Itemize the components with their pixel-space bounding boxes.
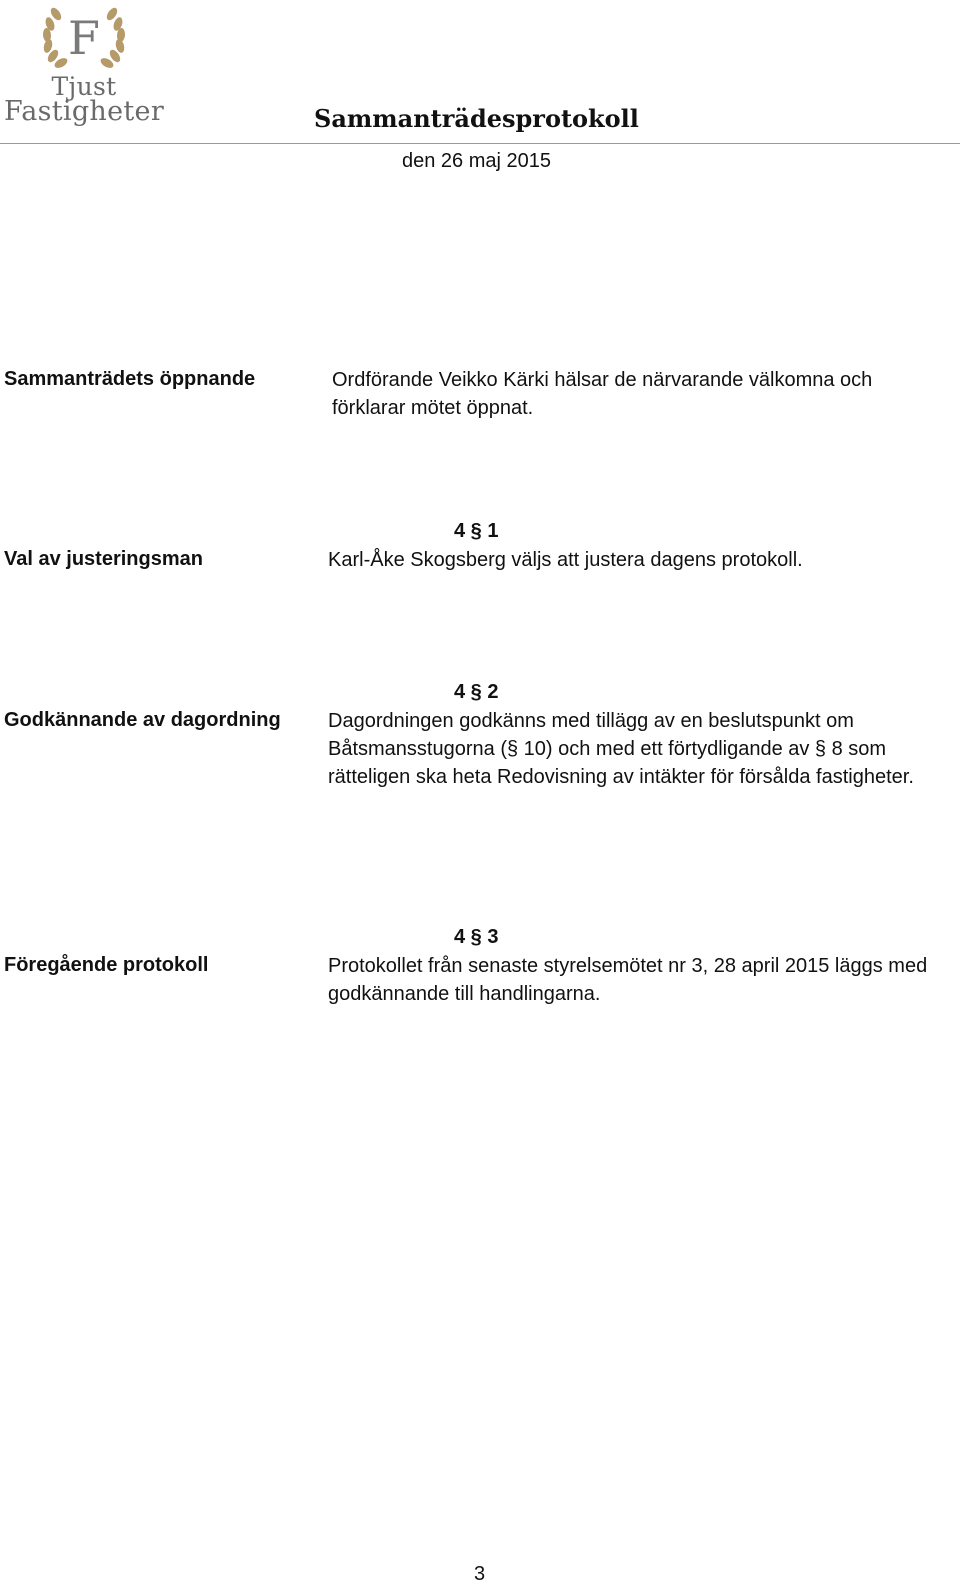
section-text: Karl-Åke Skogsberg väljs att justera dagens protokoll. bbox=[328, 549, 803, 571]
section-text: Ordförande Veikko Kärki hälsar de närvarande välkomna och förklarar mötet öppnat. bbox=[332, 369, 873, 419]
page-number: 3 bbox=[474, 1563, 486, 1585]
document-title: Sammanträdesprotokoll bbox=[314, 104, 639, 133]
document-date: den 26 maj 2015 bbox=[402, 150, 552, 172]
section-heading: Val av justeringsman bbox=[4, 548, 203, 570]
laurel-wreath-icon bbox=[4, 2, 164, 74]
section-number: 4 § 2 bbox=[454, 681, 499, 703]
logo-text-line2: Fastigheter bbox=[4, 96, 165, 127]
section-text: Protokollet från senaste styrelsemötet nr 3, 28 april 2015 läggs med godkännande till handlingarna. bbox=[328, 955, 928, 1005]
logo-monogram: F bbox=[68, 11, 100, 65]
section-number: 4 § 1 bbox=[454, 520, 499, 542]
header-divider bbox=[0, 143, 960, 144]
section-heading: Sammanträdets öppnande bbox=[4, 368, 256, 390]
section-number: 4 § 3 bbox=[454, 926, 499, 948]
section-text: Dagordningen godkänns med tillägg av en beslutspunkt om Båtsmansstugorna (§ 10) och med ett förtydligande av § 8 som rätteligen ska heta Redovisning av intäkter för försålda fastigheter. bbox=[328, 710, 914, 788]
logo-text-line1: Tjust bbox=[51, 72, 117, 101]
company-logo bbox=[4, 2, 164, 130]
section-heading: Godkännande av dagordning bbox=[4, 709, 281, 731]
section-heading: Föregående protokoll bbox=[4, 954, 209, 976]
